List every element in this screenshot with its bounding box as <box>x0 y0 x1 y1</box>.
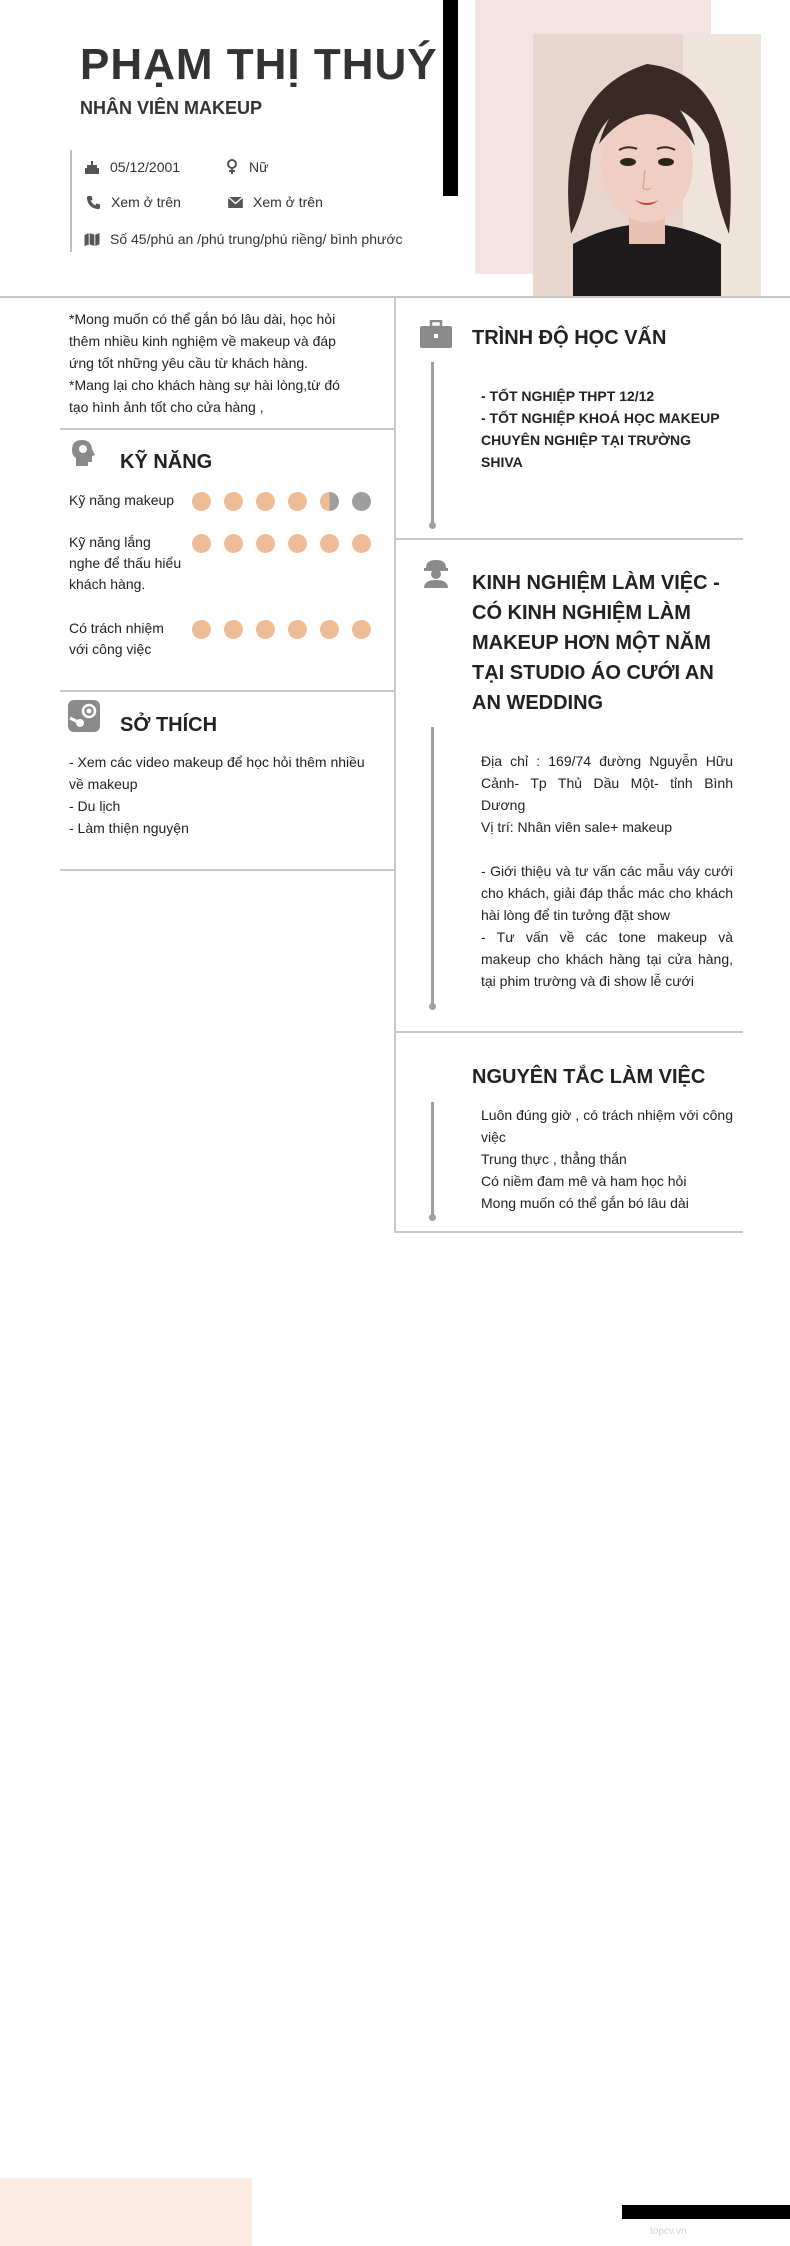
map-icon <box>84 232 100 247</box>
timeline-line <box>431 727 434 1007</box>
objective-line: tạo hình ảnh tốt cho cửa hàng , <box>69 399 264 415</box>
column-divider <box>394 298 396 1232</box>
rating-dot-filled <box>320 534 339 553</box>
profile-photo <box>533 34 761 296</box>
gender-icon <box>225 159 239 175</box>
rating-dot-filled <box>224 620 243 639</box>
objective-line: thêm nhiều kinh nghiệm về makeup và đáp <box>69 333 336 349</box>
experience-details <box>481 750 733 992</box>
rating-dot-filled <box>352 620 371 639</box>
contact-accent-bar <box>70 150 72 252</box>
education-list <box>481 385 721 473</box>
education-item: - TỐT NGHIỆP THPT 12/12 <box>481 388 655 404</box>
job-title: NHÂN VIÊN MAKEUP <box>80 98 263 118</box>
rating-dot-empty <box>352 492 371 511</box>
education-title: TRÌNH ĐỘ HỌC VẤN <box>472 327 667 349</box>
hobby-item: - Xem các video makeup để học hỏi thêm nhiều về makeup <box>69 754 365 792</box>
skill-label: Kỹ năng lắng nghe để thấu hiểu khách hàng. <box>69 534 182 592</box>
skill-rating <box>192 534 371 553</box>
rating-dot-filled <box>288 534 307 553</box>
birthday-value: 05/12/2001 <box>110 159 181 175</box>
email-row <box>228 194 323 210</box>
rating-dot-filled <box>320 620 339 639</box>
objective-line: *Mong muốn có thể gắn bó lâu dài, học hỏi <box>69 311 336 327</box>
steam-icon <box>68 700 100 732</box>
rating-dot-filled <box>192 534 211 553</box>
gender-value: Nữ <box>249 159 269 175</box>
principle-item: Luôn đúng giờ , có trách nhiệm với công việc <box>481 1107 733 1145</box>
job-duty: - Tư vấn về các tone makeup và makeup cho khách hàng tại cửa hàng, tại phim trường và đi show lễ cưới <box>481 929 733 989</box>
job-duty: - Giới thiệu và tư vấn các mẫu váy cưới cho khách, giải đáp thắc mác cho khách hài lòng để tin tưởng đặt show <box>481 863 733 923</box>
principle-item: Mong muốn có thể gắn bó lâu dài <box>481 1195 689 1211</box>
email-value[interactable]: Xem ở trên <box>253 194 323 210</box>
timeline-dot <box>429 1003 436 1010</box>
email-icon <box>228 197 243 208</box>
section-divider <box>394 1231 743 1233</box>
section-divider <box>394 538 743 540</box>
rating-dot-filled <box>256 492 275 511</box>
principle-item: Có niềm đam mê và ham học hỏi <box>481 1173 687 1189</box>
rating-dot-filled <box>224 492 243 511</box>
rating-dot-filled <box>224 534 243 553</box>
phone-row <box>86 194 181 210</box>
footer-pink-block <box>0 2178 252 2246</box>
gender-row <box>225 159 268 175</box>
principles-title: NGUYÊN TẮC LÀM VIỆC <box>472 1066 706 1088</box>
skill-rating <box>192 620 371 639</box>
hobbies-list <box>69 751 367 839</box>
rating-dot-half <box>320 492 339 511</box>
hobby-item: - Du lịch <box>69 798 121 814</box>
education-item: - TỐT NGHIỆP KHOÁ HỌC MAKEUP CHUYÊN NGHIỆP TẠI TRƯỜNG SHIVA <box>481 410 720 470</box>
timeline-dot <box>429 1214 436 1221</box>
company-address: Địa chỉ : 169/74 đường Nguyễn Hữu Cảnh- Tp Thủ Dầu Một- tỉnh Bình Dương <box>481 753 733 813</box>
timeline-line <box>431 1102 434 1218</box>
section-divider <box>60 690 394 692</box>
address-value: Số 45/phú an /phú trung/phú riềng/ bình phước <box>110 231 403 247</box>
birthday-cake-icon <box>84 159 100 175</box>
section-divider <box>60 869 394 871</box>
timeline-line <box>431 362 434 526</box>
timeline-dot <box>429 522 436 529</box>
rating-dot-filled <box>256 620 275 639</box>
skills-title: KỸ NĂNG <box>120 451 213 473</box>
skill-label: Có trách nhiệm với công việc <box>69 620 164 657</box>
birthday-row <box>84 159 180 175</box>
rating-dot-filled <box>288 492 307 511</box>
experience-title: KINH NGHIỆM LÀM VIỆC - CÓ KINH NGHIỆM LÀM MAKEUP HƠN MỘT NĂM TẠI STUDIO ÁO CƯỚI AN AN WEDDING <box>472 572 720 714</box>
worker-icon <box>420 558 452 588</box>
phone-value[interactable]: Xem ở trên <box>111 194 181 210</box>
phone-icon <box>86 195 101 210</box>
hobby-item: - Làm thiện nguyện <box>69 820 189 836</box>
section-divider <box>394 1031 743 1033</box>
career-objective <box>69 308 369 418</box>
hobbies-title: SỞ THÍCH <box>120 714 218 736</box>
principles-list <box>481 1104 733 1214</box>
head-gear-icon <box>70 438 100 468</box>
section-divider <box>60 428 394 430</box>
briefcase-icon <box>420 320 452 348</box>
objective-line: ứng tốt những yêu cầu từ khách hàng. <box>69 355 309 371</box>
watermark: topcv.vn <box>650 2226 687 2237</box>
rating-dot-filled <box>288 620 307 639</box>
job-position: Vị trí: Nhân viên sale+ makeup <box>481 819 673 835</box>
rating-dot-filled <box>192 492 211 511</box>
header-black-bar <box>443 0 458 196</box>
skill-rating <box>192 492 371 511</box>
footer-black-bar <box>622 2205 790 2219</box>
address-row <box>84 231 403 247</box>
objective-line: *Mang lại cho khách hàng sự hài lòng,từ đó <box>69 377 340 393</box>
rating-dot-filled <box>352 534 371 553</box>
skill-label: Kỹ năng makeup <box>69 492 175 508</box>
principle-item: Trung thực , thẳng thắn <box>481 1151 627 1167</box>
rating-dot-filled <box>192 620 211 639</box>
rating-dot-filled <box>256 534 275 553</box>
candidate-name: PHẠM THỊ THUÝ <box>80 40 438 89</box>
